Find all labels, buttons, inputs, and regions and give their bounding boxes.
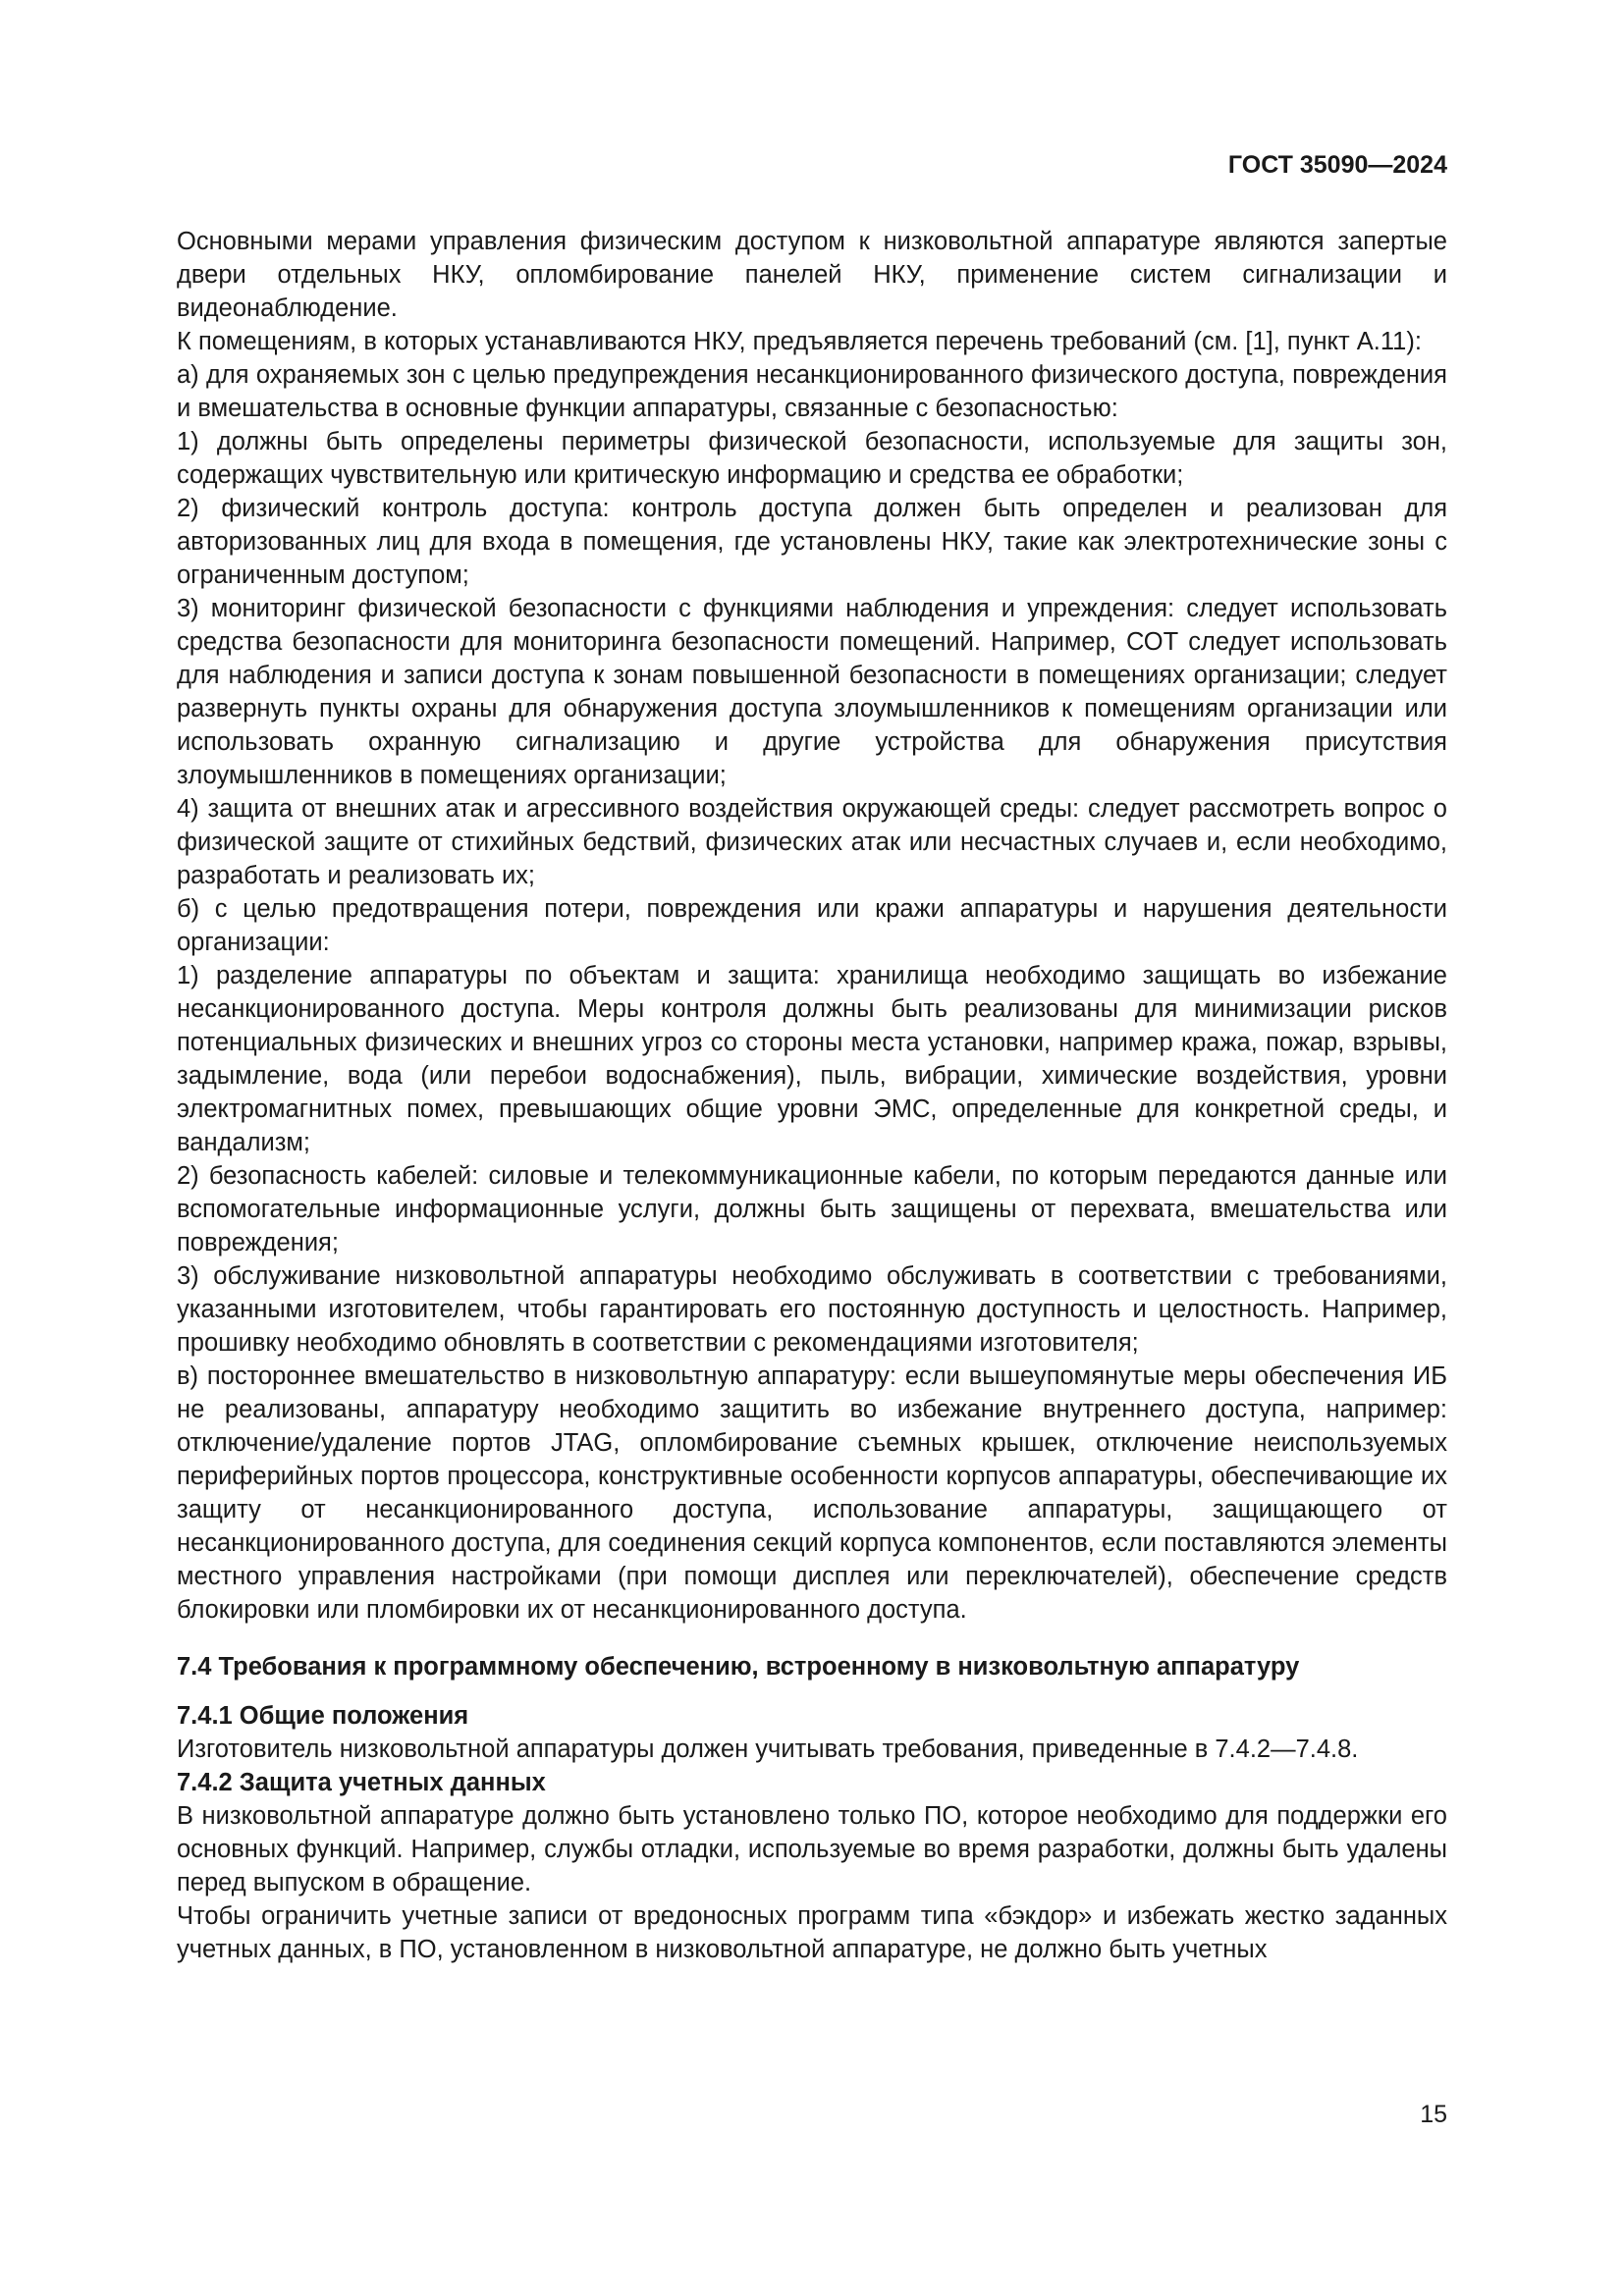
list-item-a-2: 2) физический контроль доступа: контроль доступа должен быть определен и реализован для авторизованных лиц для входа в помещения, где установлены НКУ, такие как электротехнические зоны с ограниченным доступом;: [177, 495, 1447, 589]
subsection-heading-7-4-1: 7.4.1 Общие положения: [177, 1702, 469, 1730]
list-item-a-1: 1) должны быть определены периметры физической безопасности, используемые для защиты зон, содержащих чувствительную или критическую информацию и средства ее обработки;: [177, 428, 1447, 489]
list-item-b-2: 2) безопасность кабелей: силовые и телекоммуникационные кабели, по которым передаются данные или вспомогательные информационные услуги, должны быть защищены от перехвата, вмешательства или повреждения;: [177, 1162, 1447, 1256]
paragraph-physical-access-measures: Основными мерами управления физическим доступом к низковольтной аппаратуре являются запертые двери отдельных НКУ, опломбирование панелей НКУ, применение систем сигнализации и видеонаблюдение.: [177, 228, 1447, 322]
subsection-heading-7-4-2: 7.4.2 Защита учетных данных: [177, 1769, 546, 1796]
list-item-b-3: 3) обслуживание низковольтной аппаратуры необходимо обслуживать в соответствии с требованиями, указанными изготовителем, чтобы гарантировать его постоянную доступность и целостность. Например, прошивку необходимо обновлять в соответствии с рекомендациями изготовителя;: [177, 1262, 1447, 1357]
subsection-text-7-4-2-b: Чтобы ограничить учетные записи от вредоносных программ типа «бэкдор» и избежать жестко заданных учетных данных, в ПО, установленном в низковольтной аппаратуре, не должно быть учетных: [177, 1902, 1447, 1963]
section-heading-7-4: 7.4 Требования к программному обеспечению, встроенному в низковольтную аппаратуру: [177, 1653, 1300, 1681]
page-number: 15: [1420, 2101, 1447, 2128]
list-item-v: в) постороннее вмешательство в низковольтную аппаратуру: если вышеупомянутые меры обеспечения ИБ не реализованы, аппаратуру необходимо защитить во избежание внутреннего доступа, например: отключение/удаление портов JTAG, опломбирование съемных крышек, отключение неиспользуемых периферийных портов процессора, конструктивные особенности корпусов аппаратуры, обеспечивающие их защиту от несанкционированного доступа, использование аппаратуры, защищающего от несанкционированного доступа, для соединения секций корпуса компонентов, если поставляются элементы местного управления настройками (при помощи дисплея или переключателей), обеспечение средств блокировки или пломбировки их от несанкционированного доступа.: [177, 1362, 1447, 1624]
subsection-text-7-4-1: Изготовитель низковольтной аппаратуры должен учитывать требования, приведенные в 7.4.2—7.4.8.: [177, 1735, 1359, 1763]
list-item-b: б) с целью предотвращения потери, повреждения или кражи аппаратуры и нарушения деятельности организации:: [177, 895, 1447, 956]
subsection-text-7-4-2-a: В низковольтной аппаратуре должно быть установлено только ПО, которое необходимо для поддержки его основных функций. Например, службы отладки, используемые во время разработки, должны быть удалены перед выпуском в обращение.: [177, 1802, 1447, 1896]
standard-header: ГОСТ 35090—2024: [1227, 151, 1447, 179]
paragraph-premises-requirements: К помещениям, в которых устанавливаются НКУ, предъявляется перечень требований (см. [1], пункт А.11):: [177, 328, 1422, 355]
list-item-a-4: 4) защита от внешних атак и агрессивного воздействия окружающей среды: следует рассмотреть вопрос о физической защите от стихийных бедствий, физических атак или несчастных случаев и, если необходимо, разработать и реализовать их;: [177, 795, 1447, 889]
list-item-a: а) для охраняемых зон с целью предупреждения несанкционированного физического доступа, повреждения и вмешательства в основные функции аппаратуры, связанные с безопасностью:: [177, 361, 1447, 422]
list-item-b-1: 1) разделение аппаратуры по объектам и защита: хранилища необходимо защищать во избежание несанкционированного доступа. Меры контроля должны быть реализованы для минимизации рисков потенциальных физических и внешних угроз со стороны места установки, например кража, пожар, взрывы, задымление, вода (или перебои водоснабжения), пыль, вибрации, химические воздействия, уровни электромагнитных помех, превышающих общие уровни ЭМС, определенные для конкретной среды, и вандализм;: [177, 962, 1447, 1156]
document-body: [177, 225, 1447, 1966]
list-item-a-3: 3) мониторинг физической безопасности с функциями наблюдения и упреждения: следует использовать средства безопасности для мониторинга безопасности помещений. Например, СОТ следует использовать для наблюдения и записи доступа к зонам повышенной безопасности в помещениях организации; следует развернуть пункты охраны для обнаружения доступа злоумышленников к помещениям организации или использовать охранную сигнализацию и другие устройства для обнаружения присутствия злоумышленников в помещениях организации;: [177, 595, 1447, 789]
